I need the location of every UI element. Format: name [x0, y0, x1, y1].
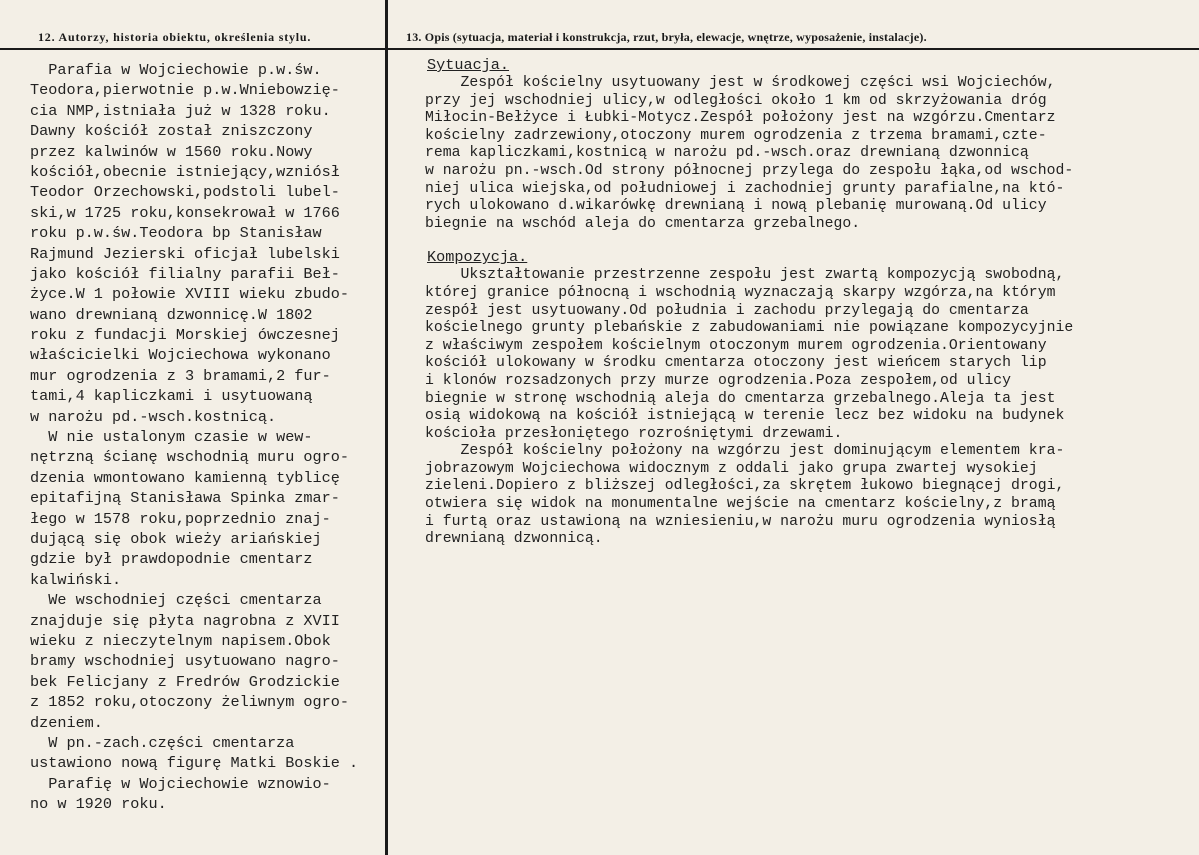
history-text-line: Rajmund Jezierski oficjał lubelski: [30, 244, 340, 263]
history-text-line: no w 1920 roku.: [30, 795, 167, 814]
history-text-line: We wschodniej części cmentarza: [30, 591, 322, 610]
description-text-line: kościoła przesłoniętego rozrośniętymi drzewami.: [425, 425, 843, 442]
history-text-line: roku p.w.św.Teodora bp Stanisław: [30, 224, 322, 243]
description-text-line: drewnianą dzwonnicą.: [425, 531, 603, 548]
history-text-line: tami,4 kapliczkami i usytuowaną: [30, 387, 313, 406]
history-text-line: łego w 1578 roku,poprzednio znaj-: [30, 509, 331, 528]
right-column-header: 13. Opis (sytuacja, materiał i konstrukcja, rzut, bryła, elewacje, wnętrze, wyposażenie, instalacje).: [406, 30, 927, 44]
history-text-line: Teodor Orzechowski,podstoli lubel-: [30, 183, 340, 202]
section-heading: Kompozycja.: [427, 248, 528, 267]
description-text-line: rych ulokowano d.wikarówkę drewnianą i nową plebanię murowaną.Od ulicy: [425, 198, 1047, 215]
description-text-line: kościelnego grunty plebańskie z zabudowaniami nie powiązane kompozycyjnie: [425, 320, 1074, 337]
description-text-line: Zespół kościelny usytuowany jest w środkowej części wsi Wojciechów,: [425, 75, 1056, 91]
history-column: [30, 60, 380, 814]
description-text-line: niej ulica wiejska,od południowej i zachodniej grunty parafialne,na któ-: [425, 180, 1065, 197]
history-text-line: W pn.-zach.części cmentarza: [30, 733, 295, 752]
history-text-line: przez kalwinów w 1560 roku.Nowy: [30, 142, 313, 161]
description-column: [425, 55, 1185, 549]
description-text-line: Zespół kościelny położony na wzgórzu jest dominującym elementem kra-: [425, 443, 1065, 460]
history-text-line: Parafia w Wojciechowie p.w.św.: [30, 61, 322, 79]
history-text-line: epitafijną Stanisława Spinka zmar-: [30, 489, 340, 508]
description-text-line: osią widokową na kościół istniejącą w terenie lecz bez widoku na budynek: [425, 408, 1065, 425]
history-text-line: dzenia wmontowano kamienną tyblicę: [30, 468, 340, 487]
description-text-line: i furtą oraz ustawioną na wzniesieniu,w narożu muru ogrodzenia wyniosłą: [425, 513, 1056, 530]
description-text-line: zieleni.Dopiero z bliższej odległości,za skrętem łukowo biegnącej drogi,: [425, 478, 1065, 495]
history-text-line: cia NMP,istniała już w 1328 roku.: [30, 101, 331, 120]
history-text-line: Dawny kościół został zniszczony: [30, 122, 313, 141]
history-text-line: ustawiono nową figurę Matki Boskie .: [30, 754, 359, 773]
history-text-line: nętrzną ścianę wschodnią muru ogro-: [30, 448, 349, 467]
description-text-line: biegnie w stronę wschodnią aleja do cmentarza grzebalnego.Aleja ta jest: [425, 390, 1056, 407]
description-text-line: Ukształtowanie przestrzenne zespołu jest zwartą kompozycją swobodną,: [425, 267, 1065, 284]
description-text-line: i klonów rozsadzonych przy murze ogrodzenia.Poza zespołem,od ulicy: [425, 372, 1012, 389]
history-text-line: dzeniem.: [30, 713, 103, 732]
history-text-line: bek Felicjany z Fredrów Grodzickie: [30, 672, 340, 691]
description-text-line: otwiera się widok na monumentalne wejście na cmentarz kościelny,z bramą: [425, 496, 1056, 513]
description-text-line: Miłocin-Bełżyce i Łubki-Motycz.Zespół położony jest na wzgórzu.Cmentarz: [425, 110, 1056, 127]
history-text-line: życe.W 1 połowie XVIII wieku zbudo-: [30, 285, 349, 304]
description-text-line: w narożu pn.-wsch.Od strony północnej przylega do zespołu łąka,od wschod-: [425, 162, 1074, 179]
description-text-line: jobrazowym Wojciechowa widocznym z oddali jako grupa zwartej wysokiej: [425, 460, 1038, 477]
history-text-line: z 1852 roku,otoczony żeliwnym ogro-: [30, 693, 349, 712]
description-text-line: biegnie na wschód aleja do cmentarza grzebalnego.: [425, 215, 861, 232]
history-text-line: Teodora,pierwotnie p.w.Wniebowzię-: [30, 81, 340, 100]
section-heading: Sytuacja.: [427, 56, 510, 74]
description-text-line: z właściwym zespołem kościelnym otoczonym murem ogrodzenia.Orientowany: [425, 337, 1047, 354]
description-text-line: rema kapliczkami,kostnicą w narożu pd.-wsch.oraz drewnianą dzwonnicą: [425, 145, 1029, 162]
history-text-line: gdzie był prawdopodnie cmentarz: [30, 550, 313, 569]
history-text-line: właścicielki Wojciechowa wykonano: [30, 346, 331, 365]
history-text-line: wieku z nieczytelnym napisem.Obok: [30, 631, 331, 650]
history-text-line: kalwiński.: [30, 570, 122, 589]
history-text-line: Parafię w Wojciechowie wznowio-: [30, 774, 331, 793]
history-text-line: bramy wschodniej usytuowano nagro-: [30, 652, 340, 671]
left-column-header: 12. Autorzy, historia obiektu, określenia stylu.: [38, 30, 312, 44]
history-text-line: ski,w 1725 roku,konsekrował w 1766: [30, 203, 340, 222]
history-text-line: kościół,obecnie istniejący,wzniósł: [30, 162, 340, 181]
column-divider: [385, 0, 388, 855]
description-text-line: przy jej wschodniej ulicy,w odległości około 1 km od skrzyżowania dróg: [425, 92, 1047, 109]
header-rule: [0, 48, 1199, 50]
history-text-line: roku z fundacji Morskiej ówczesnej: [30, 326, 340, 345]
description-text-line: której granice północną i wschodnią wyznaczają skarpy wzgórza,na którym: [425, 284, 1056, 301]
history-text-line: jako kościół filialny parafii Beł-: [30, 264, 340, 283]
description-text-line: kościelny zadrzewiony,otoczony murem ogrodzenia z trzema bramami,czte-: [425, 127, 1047, 144]
history-text-line: wano drewnianą dzwonnicę.W 1802: [30, 305, 313, 324]
section-gap: [425, 233, 1185, 247]
history-text-line: mur ogrodzenia z 3 bramami,2 fur-: [30, 366, 331, 385]
history-text-line: w narożu pd.-wsch.kostnicą.: [30, 407, 277, 426]
history-text-line: dującą się obok wieży ariańskiej: [30, 529, 322, 548]
description-text-line: kościół ulokowany w środku cmentarza otoczony jest wieńcem starych lip: [425, 355, 1047, 372]
description-text-line: zespół jest usytuowany.Od południa i zachodu przylegają do cmentarza: [425, 302, 1029, 319]
history-text-line: W nie ustalonym czasie w wew-: [30, 428, 313, 447]
history-text-line: znajduje się płyta nagrobna z XVII: [30, 611, 340, 630]
